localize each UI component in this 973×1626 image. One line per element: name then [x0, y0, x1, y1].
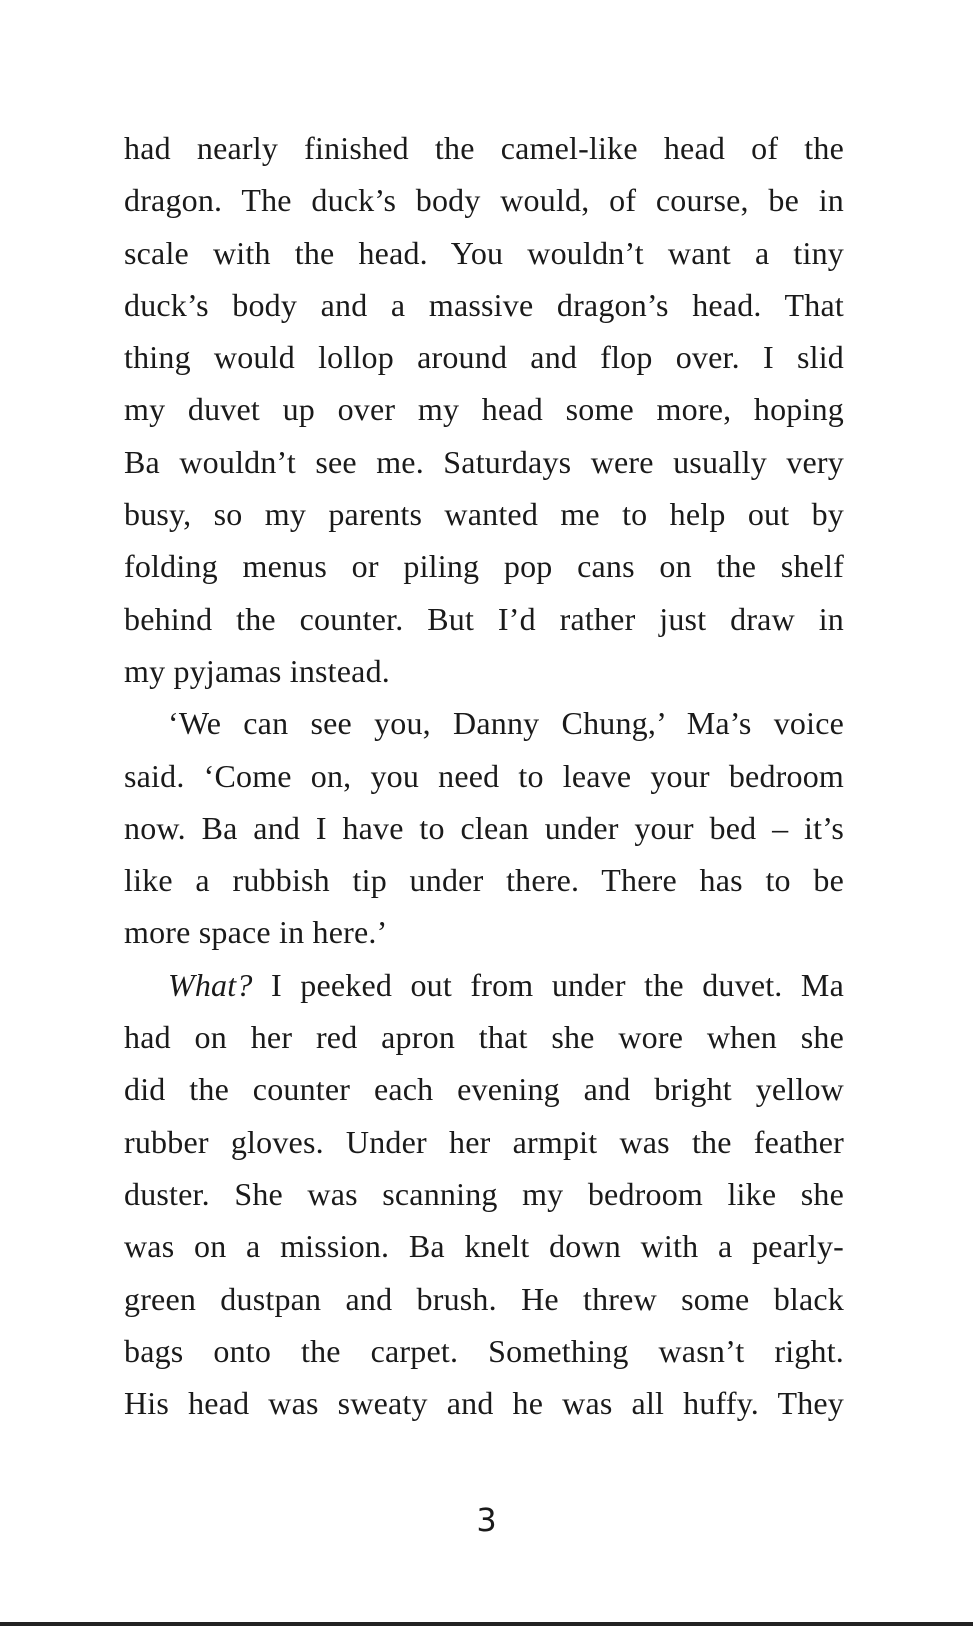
body-text: [124, 122, 844, 1429]
text-line: my duvet up over my head some more, hoping: [124, 391, 844, 428]
text-line: dragon. The duck’s body would, of course, be in: [124, 182, 844, 219]
text-line: was on a mission. Ba knelt down with a pearly-: [124, 1228, 844, 1265]
page-bottom-edge: [0, 1622, 973, 1626]
page-number: 3: [476, 1501, 497, 1539]
text-line: more space in here.’: [124, 914, 388, 951]
text-line: His head was sweaty and he was all huffy. They: [124, 1385, 844, 1422]
text-line: behind the counter. But I’d rather just draw in: [124, 600, 844, 637]
text-line: duck’s body and a massive dragon’s head. That: [124, 286, 844, 323]
text-line: busy, so my parents wanted me to help out by: [124, 496, 844, 533]
text-line: had on her red apron that she wore when she: [124, 1019, 844, 1056]
text-line: had nearly finished the camel-like head of the: [124, 130, 844, 166]
text-line: folding menus or piling pop cans on the shelf: [124, 548, 844, 585]
text-line: Ba wouldn’t see me. Saturdays were usually very: [124, 443, 844, 480]
text-line: scale with the head. You wouldn’t want a tiny: [124, 234, 844, 271]
text-line: my pyjamas instead.: [124, 652, 390, 689]
text-line: green dustpan and brush. He threw some black: [124, 1280, 844, 1317]
text-line: duster. She was scanning my bedroom like she: [124, 1175, 844, 1212]
text-line-rest: I peeked out from under the duvet. Ma: [252, 966, 844, 1003]
italic-word: What?: [168, 966, 253, 1003]
text-line: thing would lollop around and flop over. I slid: [124, 339, 844, 376]
text-line: bags onto the carpet. Something wasn’t right.: [124, 1332, 844, 1369]
text-line: now. Ba and I have to clean under your bed – it’s: [124, 809, 844, 846]
text-line: like a rubbish tip under there. There has to be: [124, 862, 844, 899]
text-line: ‘We can see you, Danny Chung,’ Ma’s voice: [168, 705, 844, 742]
text-line: said. ‘Come on, you need to leave your bedroom: [124, 757, 844, 794]
text-line: rubber gloves. Under her armpit was the feather: [124, 1123, 844, 1160]
text-line-mixed: [124, 959, 844, 1011]
text-line: did the counter each evening and bright yellow: [124, 1071, 844, 1108]
